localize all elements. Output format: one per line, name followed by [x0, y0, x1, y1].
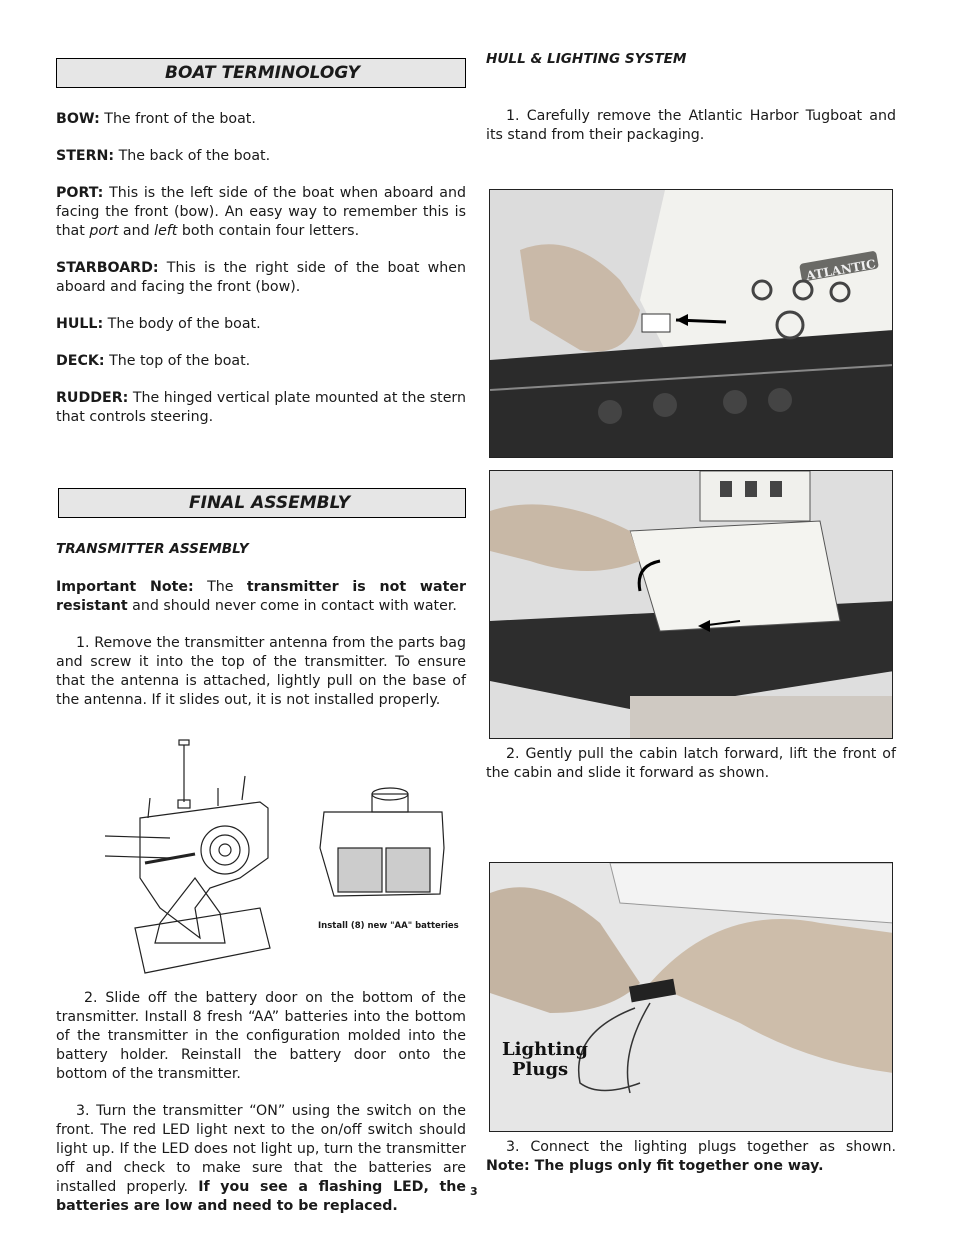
steering-wheel-center: [219, 844, 231, 856]
step-3-bold: If you see a flashing LED, the batteries are low and need to be replaced.: [56, 1179, 466, 1214]
transmitter-diagram: [100, 738, 280, 974]
cabin-photo-graphic: [490, 471, 893, 739]
term-emphasis: port: [89, 223, 119, 239]
term-rudder: [56, 389, 466, 427]
term-label: DECK:: [56, 353, 105, 369]
note-bold: transmitter is not water resistant: [56, 579, 466, 614]
steering-wheel-hub: [210, 835, 240, 865]
wheel-cylinder: [372, 794, 408, 812]
terminology-list: [56, 110, 466, 427]
hull-step-3-bold: Note: The plugs only fit together one way.: [486, 1158, 824, 1174]
term-label: BOW:: [56, 111, 100, 127]
transmitter-steps-lower: [56, 989, 466, 1216]
transmitter-step-1: 1. Remove the transmitter antenna from the parts bag and screw it into the top of the transmitter. To ensure that the antenna is attached, lightly pull on the base of the antenna. If it slides out, it is not installed properly.: [56, 635, 466, 708]
transmitter-step-2: 2. Slide off the battery door on the bottom of the transmitter. Install 8 fresh “AA” batteries into the bottom of the transmitter in the configuration molded into the battery holder. Reinstall the battery door onto the bottom of the transmitter.: [56, 990, 466, 1082]
term-definition: The top of the boat.: [104, 353, 251, 369]
note-label: Important Note:: [56, 579, 194, 595]
term-starboard: [56, 259, 466, 297]
hull-step-2: 2. Gently pull the cabin latch forward, lift the front of the cabin and slide it forward as shown.: [486, 746, 896, 781]
term-emphasis: left: [154, 223, 178, 239]
term-definition: The front of the boat.: [99, 111, 256, 127]
atlantic-nameplate: ATLANTIC: [805, 256, 877, 283]
term-definition: The hinged vertical plate mounted at the stern that controls steering.: [56, 390, 466, 425]
term-bow: [56, 110, 466, 129]
hull-photo: [489, 189, 893, 458]
hull-step-1: 1. Carefully remove the Atlantic Harbor Tugboat and its stand from their packaging.: [486, 108, 896, 143]
lighting-label-line2: Plugs: [512, 1059, 569, 1080]
term-definition: This is the right side of the boat when aboard and facing the front (bow).: [56, 260, 466, 295]
term-label: STARBOARD:: [56, 260, 159, 276]
hull-step-3: [486, 1138, 896, 1176]
term-label: RUDDER:: [56, 390, 129, 406]
boat-terminology-heading: BOAT TERMINOLOGY: [56, 58, 466, 88]
lighting-label-line1: Lighting: [502, 1039, 588, 1060]
leader-line: [105, 836, 170, 838]
leader-line: [148, 798, 150, 818]
term-definition: The body of the boat.: [103, 316, 261, 332]
cabin-photo: [489, 470, 893, 739]
step-3-text: 3. Turn the transmitter “ON” using the switch on the front. The red LED light next to the on/off switch should light up. If the LED does not light up, turn the transmitter off and check to make sure that the batteries are installed properly.: [56, 1103, 466, 1195]
note-post: and should never come in contact with water.: [127, 598, 457, 614]
term-label: STERN:: [56, 148, 115, 164]
term-deck: [56, 352, 466, 371]
term-label: PORT:: [56, 185, 104, 201]
term-hull: [56, 315, 466, 334]
leader-line: [105, 856, 170, 858]
battery-bank-left: [338, 848, 382, 892]
transmitter-grip: [155, 878, 225, 943]
transmitter-assembly-subheading: TRANSMITTER ASSEMBLY: [56, 541, 249, 557]
term-definition: and: [118, 223, 155, 239]
lighting-plugs-photo-graphic: [490, 863, 893, 1132]
transmitter-section: [56, 540, 466, 710]
final-assembly-heading: FINAL ASSEMBLY: [58, 488, 466, 518]
battery-caption: Install (8) new "AA" batteries: [318, 921, 459, 931]
term-definition: This is the left side of the boat when aboard and facing the front (bow). An easy way to remember this is that: [56, 185, 466, 239]
term-definition: The back of the boat.: [114, 148, 271, 164]
leader-line: [242, 776, 245, 800]
note-pre: The: [193, 579, 247, 595]
hull-lighting-subheading: HULL & LIGHTING SYSTEM: [486, 51, 687, 67]
term-stern: [56, 147, 466, 166]
transmitter-step-3: [56, 1102, 466, 1216]
battery-bank-right: [386, 848, 430, 892]
switch: [145, 854, 195, 863]
steering-wheel: [201, 826, 249, 874]
term-port: [56, 184, 466, 241]
term-label: HULL:: [56, 316, 104, 332]
hull-step-3-text: 3. Connect the lighting plugs together as shown.: [506, 1139, 896, 1155]
lighting-plugs-photo: [489, 862, 893, 1132]
left-column: [56, 58, 466, 708]
hull-photo-graphic: [490, 190, 893, 458]
important-note: [56, 578, 466, 616]
antenna-tip: [179, 740, 189, 745]
term-definition: both contain four letters.: [177, 223, 360, 239]
transmitter-body: [140, 802, 268, 938]
battery-diagram: [316, 784, 450, 914]
page-number: 3: [470, 1185, 478, 1198]
right-column: [486, 50, 896, 145]
